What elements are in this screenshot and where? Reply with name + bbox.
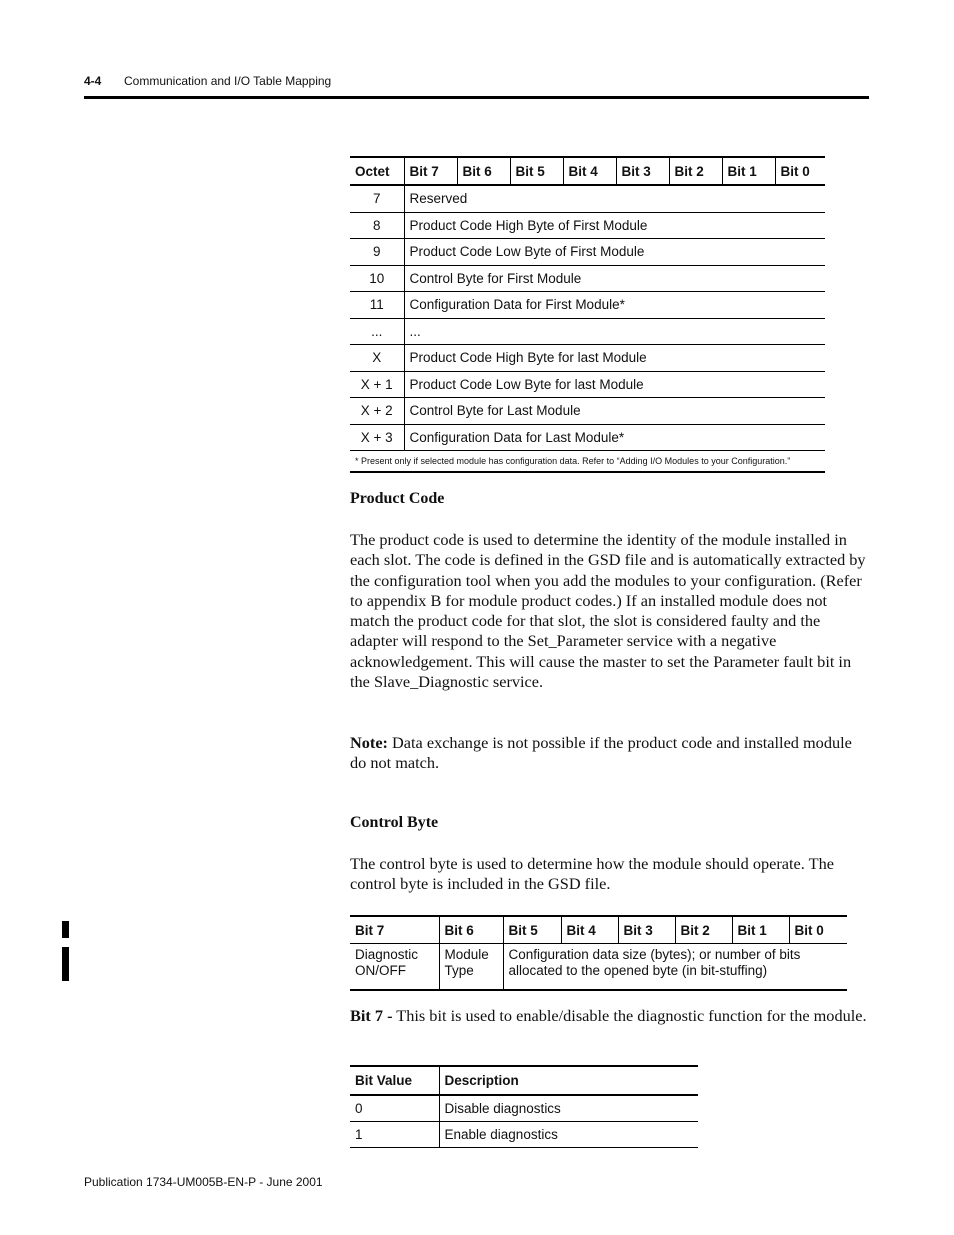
description-cell: Product Code High Byte of First Module [404, 212, 825, 239]
table-row [350, 1122, 698, 1148]
configuration-size-cell: Configuration data size (bytes); or number of bits allocated to the opened byte (in bit-stuffing) [503, 944, 847, 991]
header-rule [84, 96, 869, 99]
table-row [350, 292, 825, 319]
module-type-cell: Module Type [439, 944, 503, 991]
note-label: Note: [350, 733, 388, 752]
description-cell: Configuration Data for Last Module* [404, 424, 825, 451]
control-table-header-row [350, 916, 847, 944]
octet-cell: X + 2 [350, 398, 404, 425]
octet-cell: ... [350, 318, 404, 345]
note-paragraph [350, 733, 870, 774]
header-cell: Octet [350, 157, 404, 185]
octet-cell: X + 3 [350, 424, 404, 451]
product-code-heading: Product Code [350, 490, 445, 507]
table-row [350, 424, 825, 451]
octet-cell: X [350, 345, 404, 372]
table-footnote-row [350, 451, 825, 473]
header-cell: Bit 7 [404, 157, 457, 185]
header-cell: Bit 5 [503, 916, 561, 944]
table-row [350, 944, 847, 991]
table-row [350, 1095, 698, 1122]
description-cell: Reserved [404, 185, 825, 212]
bit7-label: Bit 7 - [350, 1006, 393, 1025]
table-row [350, 371, 825, 398]
description-cell: Product Code Low Byte of First Module [404, 239, 825, 266]
octet-cell: 7 [350, 185, 404, 212]
table-row [350, 212, 825, 239]
change-bar [62, 947, 69, 981]
description-cell: ... [404, 318, 825, 345]
octet-table-header-row [350, 157, 825, 185]
bit7-paragraph [350, 1006, 870, 1026]
table-row [350, 185, 825, 212]
table-footnote: * Present only if selected module has configuration data. Refer to “Adding I/O Modules to your Configuration.” [350, 451, 825, 473]
bit-value-table [350, 1065, 698, 1148]
table-row [350, 265, 825, 292]
header-cell: Bit 4 [563, 157, 616, 185]
table-row [350, 398, 825, 425]
header-cell: Bit 6 [457, 157, 510, 185]
header-cell: Bit Value [350, 1066, 439, 1095]
table-row [350, 318, 825, 345]
description-cell: Enable diagnostics [439, 1122, 698, 1148]
header-cell: Bit 2 [675, 916, 732, 944]
control-byte-table [350, 915, 847, 991]
bit-value-cell: 1 [350, 1122, 439, 1148]
table-row [350, 345, 825, 372]
table-row [350, 239, 825, 266]
diagnostic-cell: Diagnostic ON/OFF [350, 944, 439, 991]
header-cell: Bit 1 [722, 157, 775, 185]
note-text: Data exchange is not possible if the product code and installed module do not match. [350, 733, 852, 773]
octet-cell: 11 [350, 292, 404, 319]
chapter-title: Communication and I/O Table Mapping [124, 74, 332, 88]
page-number: 4-4 [84, 74, 102, 88]
header-cell: Bit 0 [775, 157, 825, 185]
bit-value-header-row [350, 1066, 698, 1095]
header-cell: Bit 1 [732, 916, 789, 944]
bit-value-cell: 0 [350, 1095, 439, 1122]
header-cell: Bit 3 [618, 916, 675, 944]
description-cell: Product Code High Byte for last Module [404, 345, 825, 372]
octet-cell: X + 1 [350, 371, 404, 398]
header-cell: Bit 4 [561, 916, 618, 944]
bit7-text: This bit is used to enable/disable the diagnostic function for the module. [392, 1006, 867, 1025]
control-byte-paragraph: The control byte is used to determine how the module should operate. The control byte is included in the GSD file. [350, 854, 834, 894]
header-cell: Bit 5 [510, 157, 563, 185]
publication-footer: Publication 1734-UM005B-EN-P - June 2001 [84, 1175, 323, 1189]
change-bar [62, 921, 69, 938]
description-cell: Control Byte for Last Module [404, 398, 825, 425]
header-cell: Description [439, 1066, 698, 1095]
header-cell: Bit 0 [789, 916, 847, 944]
description-cell: Product Code Low Byte for last Module [404, 371, 825, 398]
header-cell: Bit 7 [350, 916, 439, 944]
description-cell: Configuration Data for First Module* [404, 292, 825, 319]
header-cell: Bit 6 [439, 916, 503, 944]
octet-cell: 9 [350, 239, 404, 266]
octet-table [350, 156, 825, 473]
control-byte-heading: Control Byte [350, 814, 439, 831]
product-code-paragraph: The product code is used to determine the identity of the module installed in each slot. The code is defined in the GSD file and is automatically extracted by the configuration tool when you add the modules to your configuration. (Refer to appendix B for module product codes.) If an installed module does not match the product code for that slot, the slot is considered faulty and the adapter will respond to the Set_Parameter service with a negative acknowledgement. This will cause the master to set the Parameter fault bit in the Slave_Diagnostic service. [350, 530, 866, 692]
description-cell: Disable diagnostics [439, 1095, 698, 1122]
octet-cell: 10 [350, 265, 404, 292]
description-cell: Control Byte for First Module [404, 265, 825, 292]
octet-cell: 8 [350, 212, 404, 239]
header-cell: Bit 3 [616, 157, 669, 185]
header-cell: Bit 2 [669, 157, 722, 185]
